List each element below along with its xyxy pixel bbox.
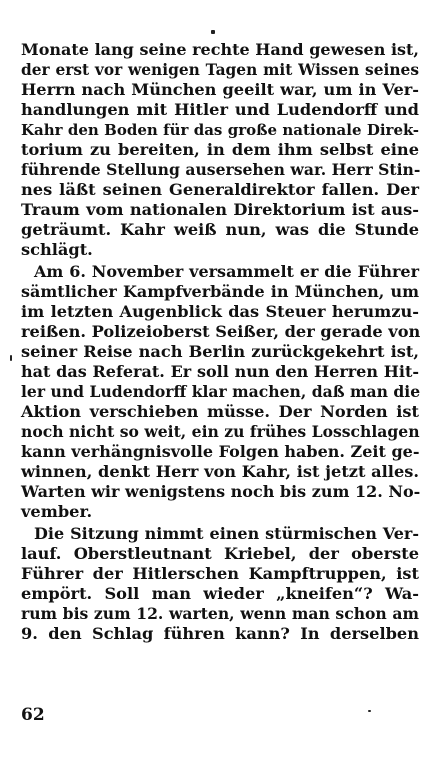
text-line: Herrn nach München geeilt war, um in Ver- <box>21 80 419 99</box>
text-line: torium zu bereiten, in dem ihm selbst eine <box>21 140 419 159</box>
text-line: Warten wir wenigstens noch bis zum 12. No- <box>21 482 421 501</box>
text-line: ler und Ludendorff klar machen, daß man die <box>21 382 421 401</box>
text-line: im letzten Augenblick das Steuer herumzu- <box>21 302 419 321</box>
text-line: Monate lang seine rechte Hand gewesen ist, <box>21 40 419 59</box>
text-line: rum bis zum 12. warten, wenn man schon am <box>21 604 419 623</box>
text-line: Traum vom nationalen Direktorium ist aus- <box>21 200 419 219</box>
text-line: 9. den Schlag führen kann? In derselben <box>21 624 419 643</box>
text-line: handlungen mit Hitler und Ludendorff und <box>21 100 419 119</box>
text-line: noch nicht so weit, ein zu frühes Losschlagen <box>21 422 420 441</box>
text-line: geträumt. Kahr weiß nun, was die Stunde <box>21 220 419 239</box>
text-line: lauf. Oberstleutnant Kriebel, der oberste <box>21 544 419 563</box>
text-line: Aktion verschieben müsse. Der Norden ist <box>21 402 419 421</box>
text-line: reißen. Polizeioberst Seißer, der gerade von <box>21 322 421 341</box>
text-line: seiner Reise nach Berlin zurückgekehrt ist, <box>21 342 419 361</box>
text-line: schlägt. <box>21 240 93 259</box>
ink-speck <box>211 30 215 34</box>
text-line: sämtlicher Kampfverbände in München, um <box>21 282 419 301</box>
text-line: Die Sitzung nimmt einen stürmischen Ver- <box>34 524 419 543</box>
text-line: führende Stellung ausersehen war. Herr Stin- <box>21 160 421 179</box>
ink-speck <box>10 355 12 361</box>
text-line: winnen, denkt Herr von Kahr, ist jetzt alles. <box>21 462 419 481</box>
text-line: Am 6. November versammelt er die Führer <box>34 262 419 281</box>
text-line: Führer der Hitlerschen Kampftruppen, ist <box>21 564 419 583</box>
text-line: vember. <box>21 502 93 521</box>
text-line: der erst vor wenigen Tagen mit Wissen seines <box>21 61 419 79</box>
ink-speck <box>368 710 371 712</box>
text-line: empört. Soll man wieder „kneifen“? Wa- <box>21 584 419 603</box>
text-line: kann verhängnisvolle Folgen haben. Zeit ge- <box>21 442 420 461</box>
page-number: 62 <box>21 705 45 725</box>
text-line: Kahr den Boden für das große nationale Direk- <box>21 121 419 139</box>
text-line: hat das Referat. Er soll nun den Herren Hit- <box>21 362 419 381</box>
text-line: nes läßt seinen Generaldirektor fallen. Der <box>21 180 419 199</box>
